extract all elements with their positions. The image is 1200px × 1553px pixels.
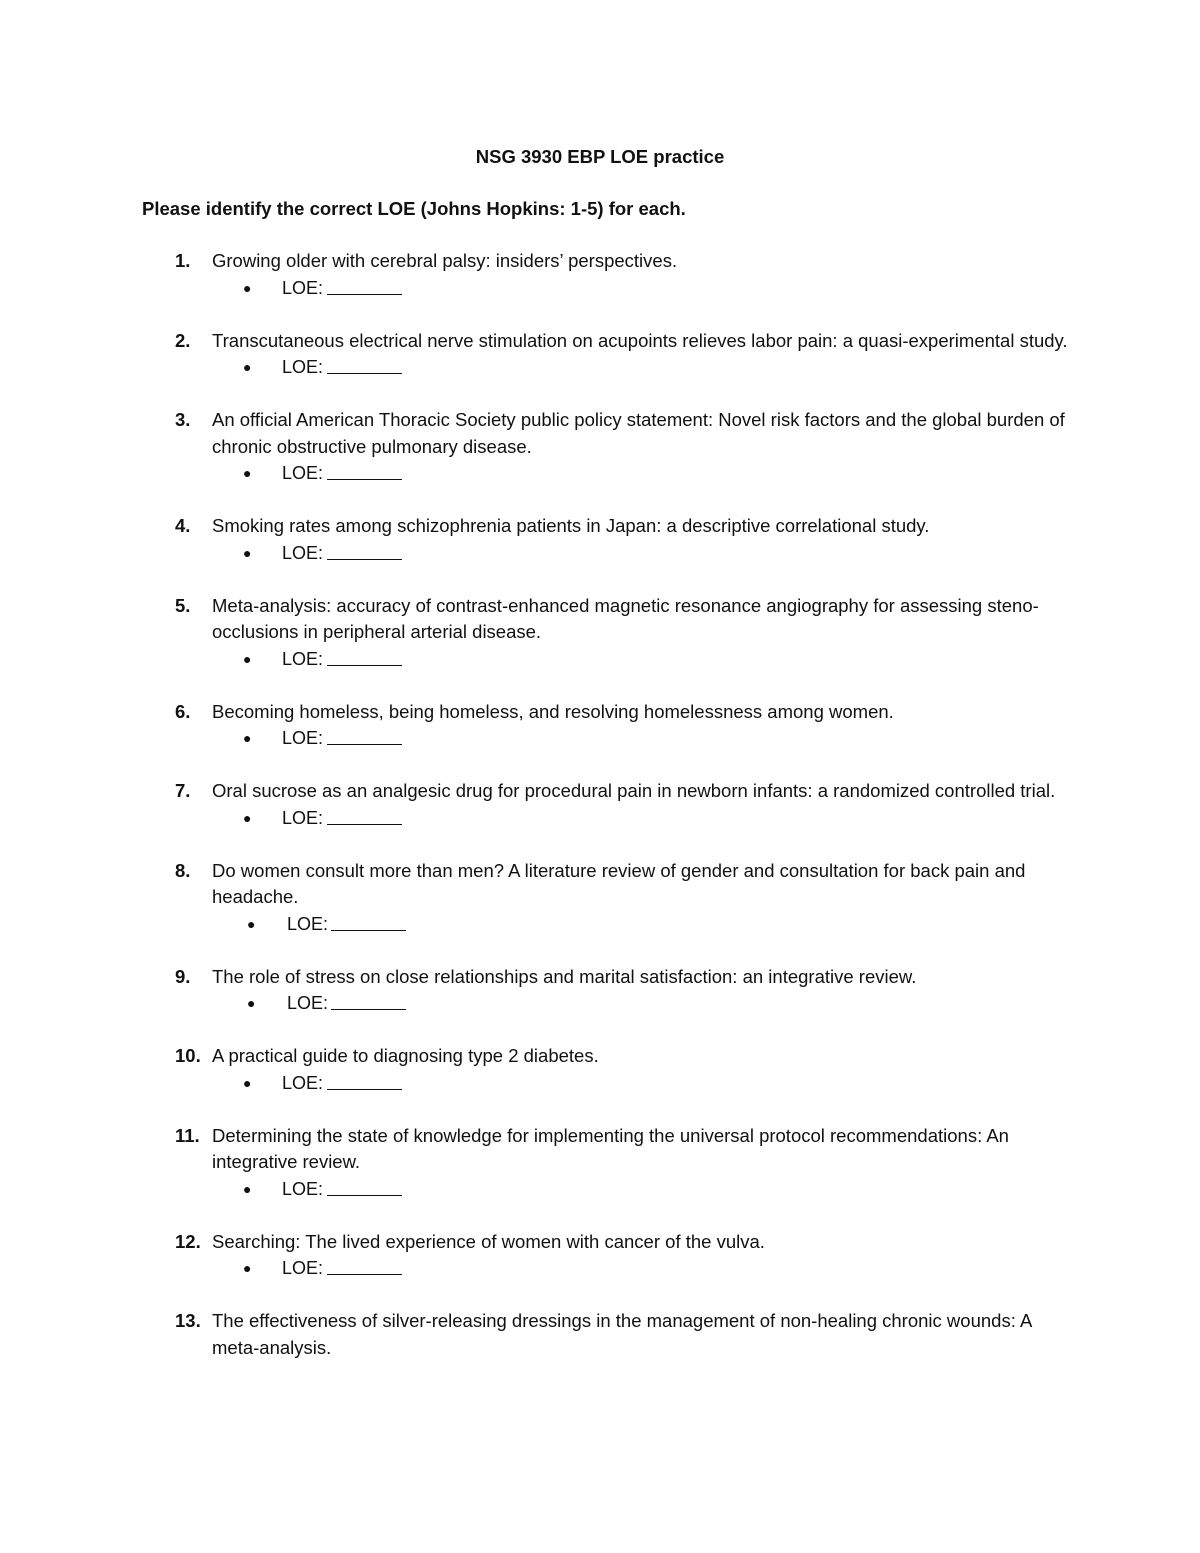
bullet-dot-icon: ●: [243, 279, 252, 296]
question-text: Becoming homeless, being homeless, and resolving homelessness among women.: [212, 700, 894, 722]
bullet-dot-icon: ●: [243, 359, 252, 375]
question-text: Transcutaneous electrical nerve stimulation on acupoints relieves labor pain: a quasi-experimental study.: [212, 329, 1068, 351]
question-number: 9.: [175, 965, 191, 987]
loe-answer: [0, 354, 1200, 380]
question-text: Oral sucrose as an analgesic drug for procedural pain in newborn infants: a randomized controlled trial.: [212, 780, 1056, 801]
loe-answer-blank[interactable]: [327, 824, 402, 825]
question-item: [0, 1043, 1200, 1096]
bullet-dot-icon: ●: [243, 1074, 252, 1091]
question-number: 7.: [175, 780, 191, 801]
loe-answer: [0, 990, 1200, 1016]
question-number: 5.: [175, 594, 191, 616]
loe-answer-blank[interactable]: [331, 1009, 406, 1010]
question-number: 4.: [175, 515, 191, 536]
bullet-dot-icon: ●: [247, 995, 256, 1011]
question-item: [0, 1123, 1200, 1202]
loe-label: LOE:: [282, 357, 324, 377]
question-text: Smoking rates among schizophrenia patients in Japan: a descriptive correlational study.: [212, 515, 930, 536]
loe-answer: [0, 646, 1200, 672]
loe-answer: [0, 725, 1200, 751]
question-number: 6.: [175, 700, 191, 722]
loe-label: LOE:: [282, 1258, 324, 1278]
loe-answer: [0, 540, 1200, 566]
question-text: An official American Thoracic Society public policy statement: Novel risk factors and the global burden of chronic obstructive pulmonary disease.: [212, 409, 1065, 457]
loe-answer-blank[interactable]: [327, 479, 402, 480]
document-title: NSG 3930 EBP LOE practice: [475, 146, 725, 167]
loe-label: LOE:: [282, 648, 324, 669]
bullet-dot-icon: ●: [247, 915, 256, 932]
loe-label: LOE:: [282, 463, 324, 483]
question-item: [0, 407, 1200, 486]
bullet-dot-icon: ●: [243, 809, 252, 826]
question-text: Determining the state of knowledge for implementing the universal protocol recommendations: An integrative review.: [212, 1124, 1009, 1172]
loe-label: LOE:: [287, 993, 329, 1013]
question-item: [0, 858, 1200, 937]
question-item: [0, 593, 1200, 672]
question-number: 11.: [175, 1124, 200, 1146]
question-text: A practical guide to diagnosing type 2 diabetes.: [212, 1045, 599, 1066]
question-number: 13.: [175, 1310, 201, 1331]
bullet-dot-icon: ●: [243, 1260, 252, 1276]
question-number: 2.: [175, 329, 191, 351]
question-number: 1.: [175, 250, 191, 271]
question-text: Do women consult more than men? A literature review of gender and consultation for back pain and headache.: [212, 859, 1026, 907]
question-number: 12.: [175, 1230, 201, 1252]
loe-answer-blank[interactable]: [327, 744, 402, 745]
bullet-dot-icon: ●: [243, 730, 252, 746]
bullet-dot-icon: ●: [243, 650, 252, 667]
question-item: [0, 964, 1200, 1017]
question-text: Searching: The lived experience of women with cancer of the vulva.: [212, 1230, 765, 1252]
bullet-dot-icon: ●: [243, 1180, 252, 1197]
question-text: The role of stress on close relationships and marital satisfaction: an integrative review.: [212, 965, 917, 987]
bullet-dot-icon: ●: [243, 544, 252, 561]
question-item: [0, 778, 1200, 831]
loe-label: LOE:: [282, 1072, 324, 1093]
question-text: The effectiveness of silver-releasing dressings in the management of non-healing chronic wounds: A meta-analysis.: [212, 1310, 1032, 1358]
question-number: 8.: [175, 859, 191, 881]
loe-answer: [0, 911, 1200, 937]
question-text: Meta-analysis: accuracy of contrast-enhanced magnetic resonance angiography for assessing steno-occlusions in peripheral arterial disease.: [212, 594, 1039, 642]
loe-answer: [0, 275, 1200, 301]
question-item: [0, 1308, 1200, 1361]
question-text: Growing older with cerebral palsy: insiders’ perspectives.: [212, 250, 678, 271]
loe-answer: [0, 460, 1200, 486]
loe-answer-blank[interactable]: [327, 373, 402, 374]
question-number: 3.: [175, 409, 191, 430]
instructions-text: Please identify the correct LOE (Johns Hopkins: 1-5) for each.: [142, 198, 686, 219]
loe-answer-blank[interactable]: [327, 1089, 402, 1090]
loe-label: LOE:: [282, 728, 324, 748]
loe-answer: [0, 805, 1200, 831]
bullet-dot-icon: ●: [243, 465, 252, 481]
question-list: [0, 248, 1200, 1388]
loe-answer-blank[interactable]: [327, 665, 402, 666]
question-item: [0, 248, 1200, 301]
loe-answer: [0, 1255, 1200, 1281]
loe-answer: [0, 1176, 1200, 1202]
question-item: [0, 1229, 1200, 1282]
loe-answer-blank[interactable]: [327, 1195, 402, 1196]
loe-answer: [0, 1070, 1200, 1096]
loe-label: LOE:: [282, 277, 324, 298]
question-item: [0, 513, 1200, 566]
question-item: [0, 328, 1200, 381]
loe-answer-blank[interactable]: [331, 930, 406, 931]
question-item: [0, 699, 1200, 752]
loe-label: LOE:: [282, 1178, 324, 1199]
loe-label: LOE:: [282, 807, 324, 828]
question-number: 10.: [175, 1045, 201, 1066]
loe-answer-blank[interactable]: [327, 1274, 402, 1275]
loe-answer-blank[interactable]: [327, 294, 402, 295]
loe-answer-blank[interactable]: [327, 559, 402, 560]
loe-label: LOE:: [287, 913, 329, 934]
loe-label: LOE:: [282, 542, 324, 563]
